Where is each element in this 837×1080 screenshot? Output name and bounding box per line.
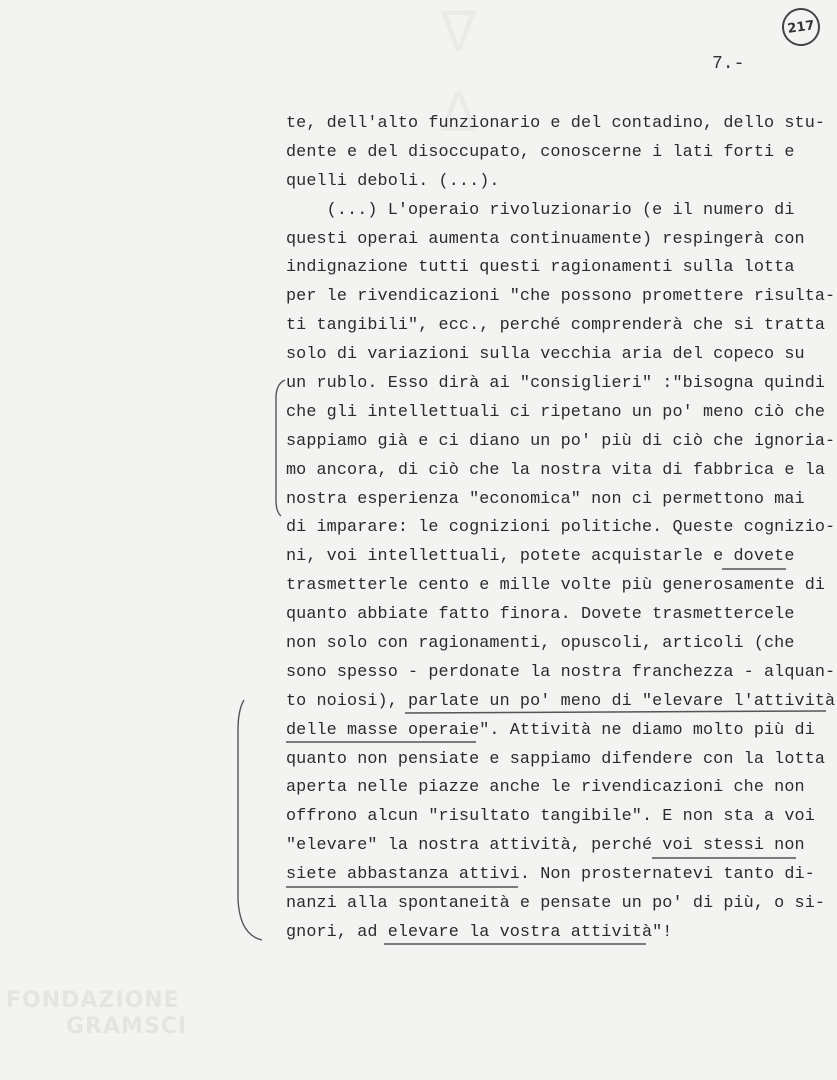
text-line-25: offrono alcun "risultato tangibile". E non sta a voi	[286, 807, 815, 827]
text-line-22: delle masse operaie". Attività ne diamo molto più di	[286, 720, 815, 740]
text-line-20: sono spesso - perdonate la nostra franchezza - alquan-	[286, 662, 836, 682]
text-line-18: quanto abbiate fatto finora. Dovete trasmettercele	[286, 605, 795, 625]
text-line-29: gnori, ad elevare la vostra attività"!	[286, 922, 673, 942]
text-line-17: trasmetterle cento e mille volte più generosamente di	[286, 576, 826, 596]
text-line-10: un rublo. Esso dirà ai "consiglieri" :"bisogna quindi	[286, 374, 826, 394]
text-line-28: nanzi alla spontaneità e pensate un po' di più, o si-	[286, 894, 826, 914]
archive-folio-stamp: 217	[780, 6, 823, 49]
fondazione-gramsci-watermark	[6, 988, 187, 1040]
text-line-23: quanto non pensiate e sappiamo difendere con la lotta	[286, 749, 826, 769]
text-line-21: to noiosi), parlate un po' meno di "elevare l'attività	[286, 691, 836, 711]
underline-parlate-line1	[405, 711, 826, 713]
text-line-13: mo ancora, di ciò che la nostra vita di fabbrica e la	[286, 460, 826, 480]
watermark-line-1: FONDAZIONE	[6, 988, 180, 1013]
text-line-2: dente e del disoccupato, conoscerne i lati forti e	[286, 142, 795, 162]
text-line-6: indignazione tutti questi ragionamenti sulla lotta	[286, 258, 795, 278]
watermark-line-2: GRAMSCI	[66, 1014, 188, 1039]
text-line-8: ti tangibili", ecc., perché comprenderà che si tratta	[286, 316, 826, 336]
page-number: 7.-	[712, 54, 745, 74]
text-line-3: quelli deboli. (...).	[286, 171, 500, 191]
text-line-26: "elevare" la nostra attività, perché voi stessi non	[286, 836, 805, 856]
text-line-24: aperta nelle piazze anche le rivendicazioni che non	[286, 778, 805, 798]
text-line-27: siete abbastanza attivi. Non prosternatevi tanto di-	[286, 865, 815, 885]
text-line-1: te, dell'alto funzionario e del contadino, dello stu-	[286, 114, 826, 133]
text-line-11: che gli intellettuali ci ripetano un po' meno ciò che	[286, 402, 826, 422]
text-line-19: non solo con ragionamenti, opuscoli, articoli (che	[286, 634, 795, 654]
text-line-7: per le rivendicazioni "che possono promettere risulta-	[286, 287, 836, 307]
text-line-5: questi operai aumenta continuamente) respingerà con	[286, 229, 805, 249]
text-line-14: nostra esperienza "economica" non ci permettono mai	[286, 489, 805, 509]
text-line-4: (...) L'operaio rivoluzionario (e il numero di	[286, 200, 795, 220]
text-line-15: di imparare: le cognizioni politiche. Queste cognizio-	[286, 518, 836, 538]
text-line-12: sappiamo già e ci diano un po' più di ciò che ignoria-	[286, 431, 836, 451]
text-line-9: solo di variazioni sulla vecchia aria del copeco su	[286, 345, 805, 365]
text-line-16: ni, voi intellettuali, potete acquistarle e dovete	[286, 547, 795, 567]
